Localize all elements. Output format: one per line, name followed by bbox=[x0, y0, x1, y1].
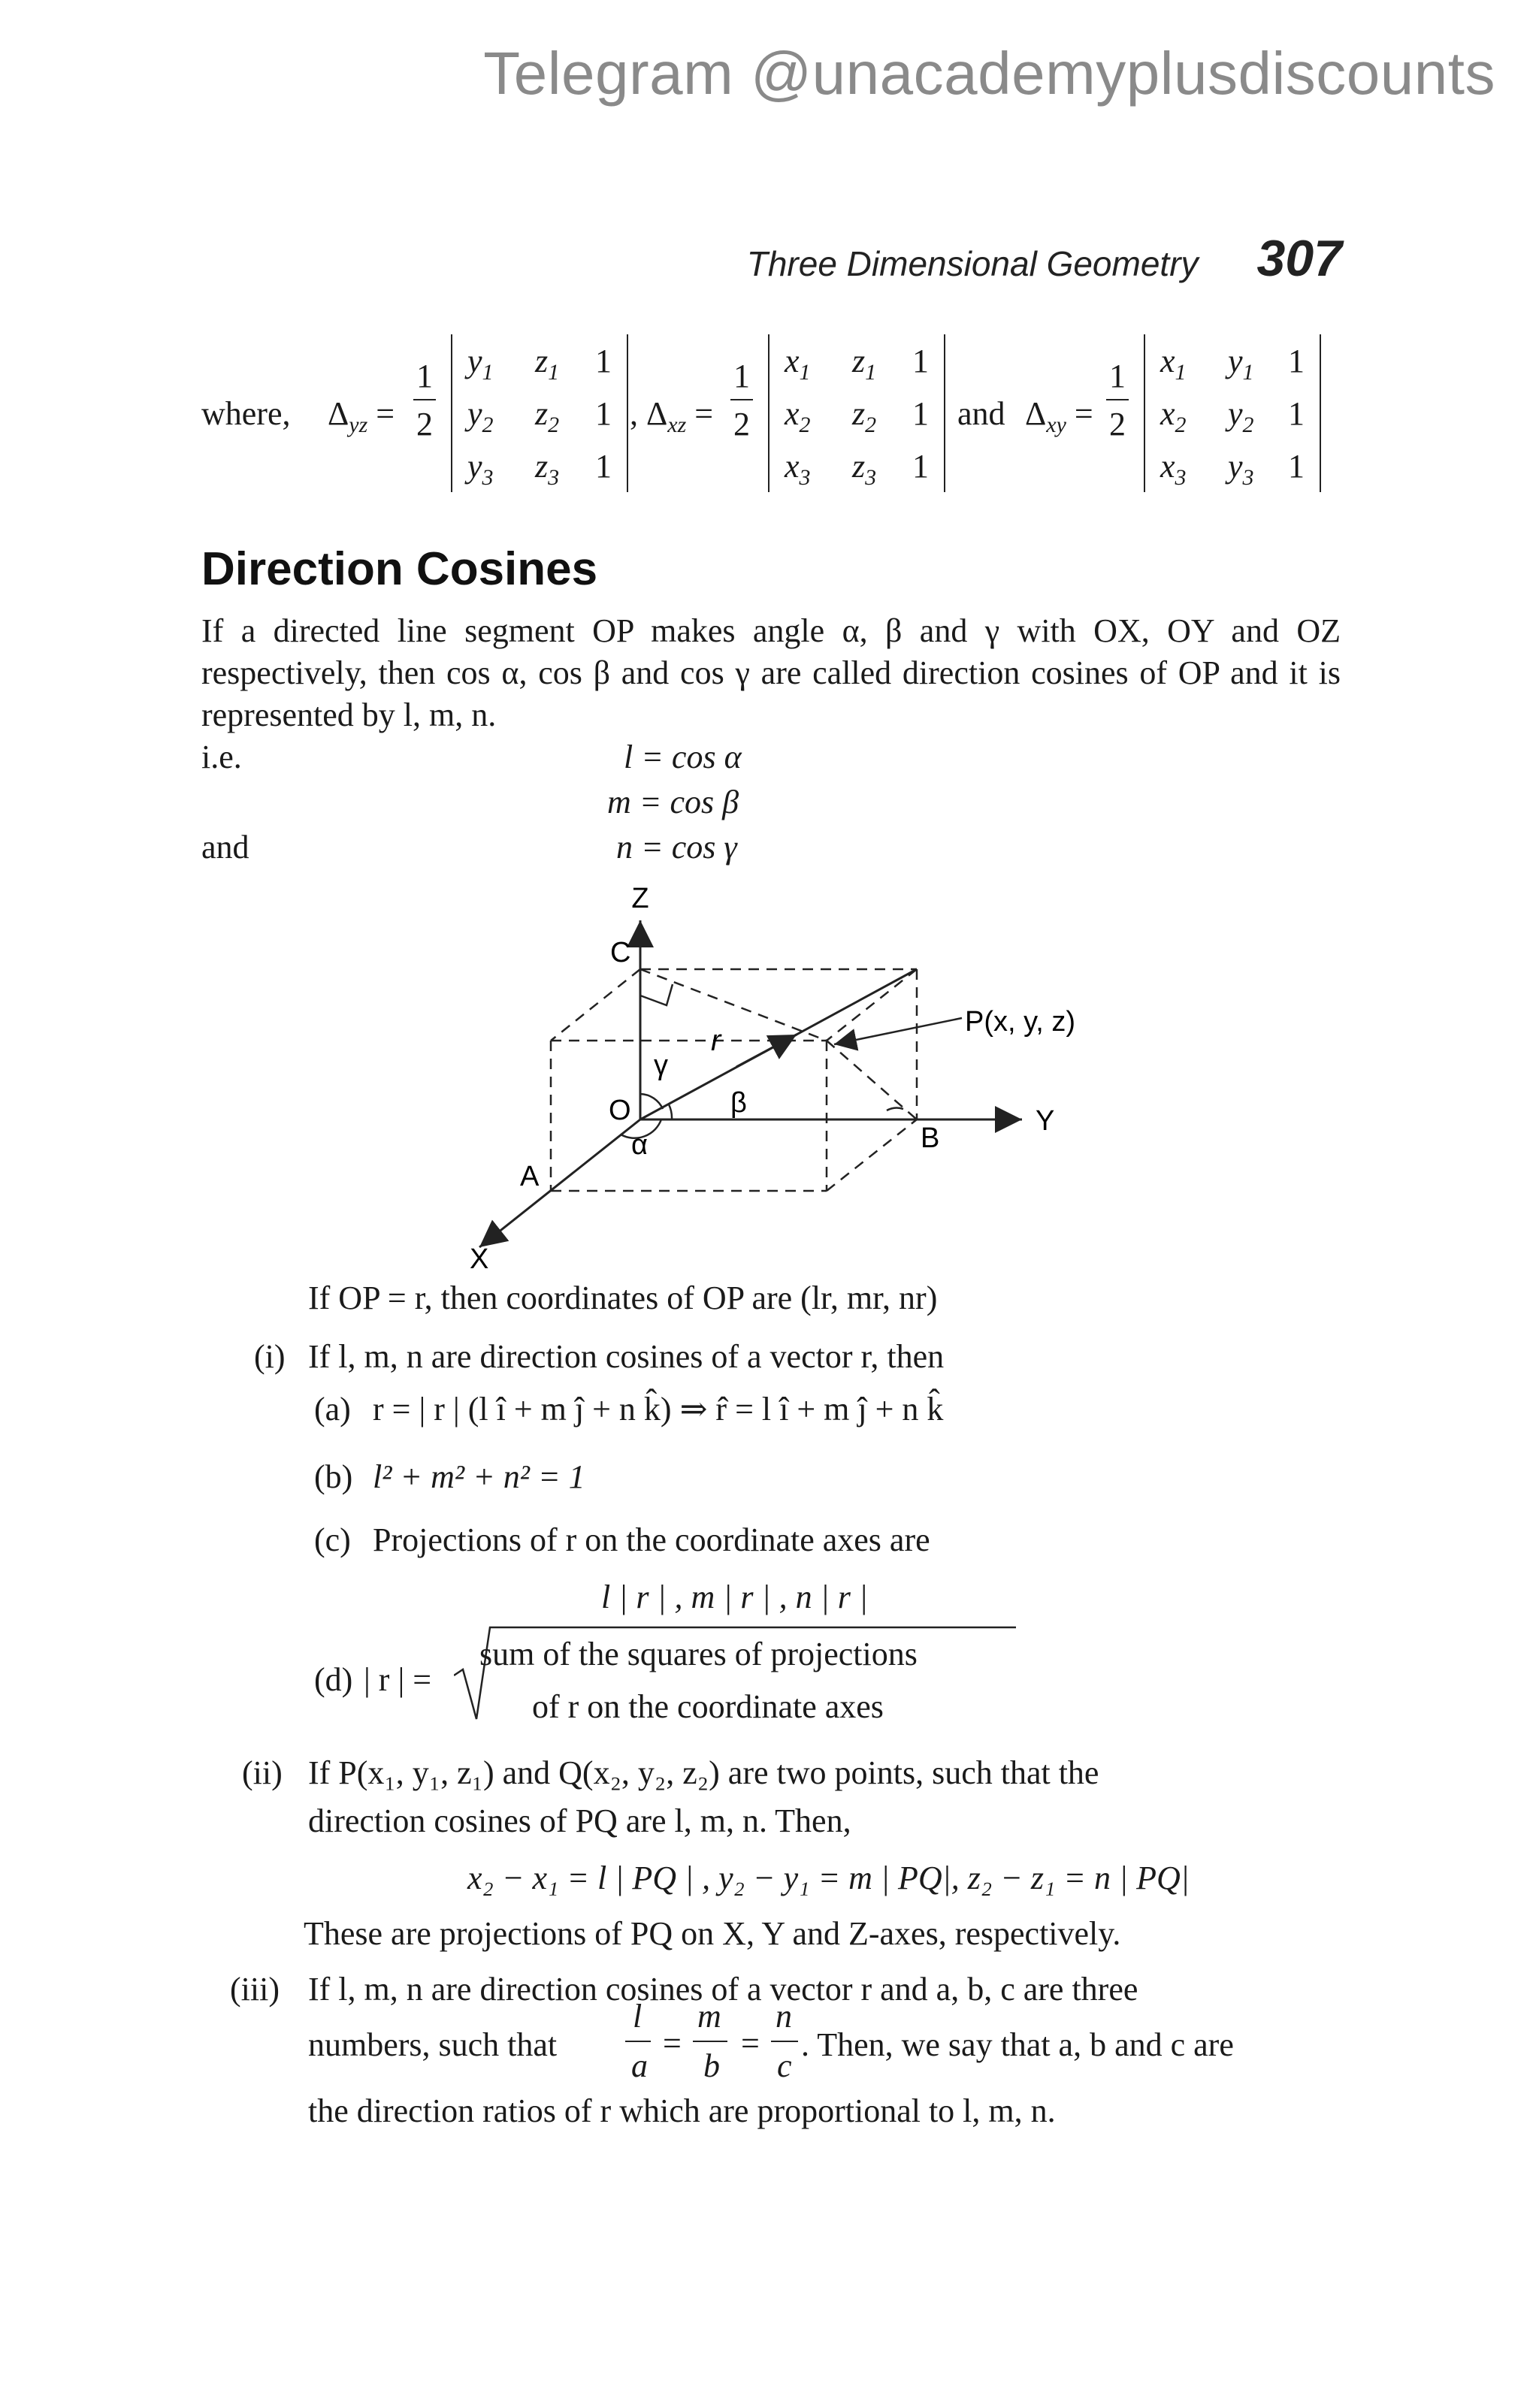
item-iii-text3: the direction ratios of r which are proportional to l, m, n. bbox=[308, 2092, 1056, 2129]
determinant-xz: $x_1$ $z_1$ 1 $x_2$ $z_2$ 1 $x_3$ $z_3$ 1 bbox=[768, 334, 945, 492]
beta-arc bbox=[669, 1104, 672, 1119]
label-r: r bbox=[711, 1024, 721, 1057]
equation-l: l = cos α bbox=[624, 739, 742, 775]
item-c-values: l | r | , m | r | , n | r | bbox=[601, 1579, 868, 1615]
delta-xz-label: $\Delta_{xz}$ = bbox=[646, 395, 714, 437]
comma: , bbox=[630, 395, 638, 432]
label-a: A bbox=[520, 1161, 540, 1192]
delta-yz-label: $\Delta_{yz}$ = bbox=[328, 395, 395, 437]
and-label: and bbox=[201, 829, 249, 866]
label-c: C bbox=[610, 937, 631, 968]
item-ii-projections: These are projections of PQ on X, Y and Z-axes, respectively. bbox=[304, 1915, 1121, 1952]
item-a-equation: r = | r | (l î + m ĵ + n k̂) ⇒ r̂ = l î + m ĵ + n k̂ bbox=[373, 1391, 944, 1428]
item-d-sqrt-line1: sum of the squares of projections bbox=[479, 1636, 918, 1672]
equation-m: m = cos β bbox=[607, 784, 739, 820]
delta-xy-label: $\Delta_{xy}$ = bbox=[1025, 395, 1093, 437]
section-heading: Direction Cosines bbox=[201, 543, 598, 595]
item-d-lhs: | r | = bbox=[364, 1661, 432, 1698]
ratio-fractions: l a = m b = n c bbox=[624, 1997, 842, 2095]
label-b: B bbox=[921, 1122, 940, 1154]
determinant-xy: $x_1$ $y_1$ 1 $x_2$ $y_2$ 1 $x_3$ $y_3$ 1 bbox=[1144, 334, 1321, 492]
item-i-number: (i) bbox=[254, 1338, 286, 1375]
chapter-title: Three Dimensional Geometry bbox=[746, 244, 1199, 283]
dashed-box bbox=[551, 969, 917, 1191]
running-header bbox=[747, 229, 1342, 288]
x-axis bbox=[479, 1119, 640, 1247]
item-iii-number: (iii) bbox=[230, 1971, 280, 2008]
b-angle-arc bbox=[887, 1108, 903, 1110]
ie-label: i.e. bbox=[201, 739, 242, 775]
item-i-text: If l, m, n are direction cosines of a vector r, then bbox=[308, 1338, 945, 1375]
item-ii-number: (ii) bbox=[242, 1754, 283, 1791]
label-alpha: α bbox=[631, 1129, 648, 1161]
label-beta: β bbox=[730, 1087, 747, 1119]
item-c-text: Projections of r on the coordinate axes are bbox=[373, 1521, 930, 1558]
right-angle-mark bbox=[640, 984, 673, 1005]
label-o: O bbox=[609, 1095, 631, 1126]
direction-cosines-figure bbox=[443, 887, 1105, 1277]
item-c-number: (c) bbox=[314, 1521, 351, 1558]
item-a-number: (a) bbox=[314, 1391, 351, 1428]
equation-n: n = cos γ bbox=[616, 829, 737, 866]
item-b-number: (b) bbox=[314, 1458, 353, 1495]
label-y: Y bbox=[1036, 1105, 1055, 1137]
where-label: where, bbox=[201, 395, 291, 432]
label-x: X bbox=[470, 1243, 489, 1275]
intro-paragraph: If a directed line segment OP makes angle α, β and γ with OX, OY and OZ respectively, then cos α, cos β and cos γ are called direction cosines of OP and it is represented by l, m, n. bbox=[201, 612, 1341, 733]
item-iii-text1: If l, m, n are direction cosines of a vector r and a, b, c are three bbox=[308, 1971, 1138, 2008]
and-label: and bbox=[957, 395, 1005, 432]
item-d-number: (d) bbox=[314, 1661, 353, 1698]
watermark-text: Telegram @unacademyplusdiscounts bbox=[483, 40, 1495, 107]
item-ii-equation: x₂ − x₁ = l | PQ | , y₂ − y₁ = m | PQ|, z₂ − z₁ = n | PQ| bbox=[467, 1860, 1190, 1896]
item-iii-text2a: numbers, such that bbox=[308, 2026, 558, 2063]
p-pointer bbox=[834, 1018, 962, 1044]
label-gamma: γ bbox=[654, 1050, 668, 1081]
r-arrow bbox=[736, 1035, 797, 1067]
item-b-equation: l² + m² + n² = 1 bbox=[373, 1458, 585, 1495]
label-p: P(x, y, z) bbox=[965, 1006, 1076, 1038]
item-iii-text2b: . Then, we say that a, b and c are bbox=[801, 2026, 1234, 2063]
determinant-yz: $y_1$ $z_1$ 1 $y_2$ $z_2$ 1 $y_3$ $z_3$ 1 bbox=[451, 334, 628, 492]
item-ii-text1: If P(x₁, y₁, z₁) and Q(x₂, y₂, z₂) are two points, such that the bbox=[308, 1754, 1099, 1791]
gamma-arc bbox=[640, 1094, 663, 1109]
item-ii-text2: direction cosines of PQ are l, m, n. Then, bbox=[308, 1802, 851, 1839]
item-d-sqrt-line2: of r on the coordinate axes bbox=[532, 1688, 884, 1725]
page-number: 307 bbox=[1256, 230, 1342, 287]
label-z: Z bbox=[631, 887, 649, 914]
coordinates-line: If OP = r, then coordinates of OP are (lr, mr, nr) bbox=[308, 1280, 938, 1316]
